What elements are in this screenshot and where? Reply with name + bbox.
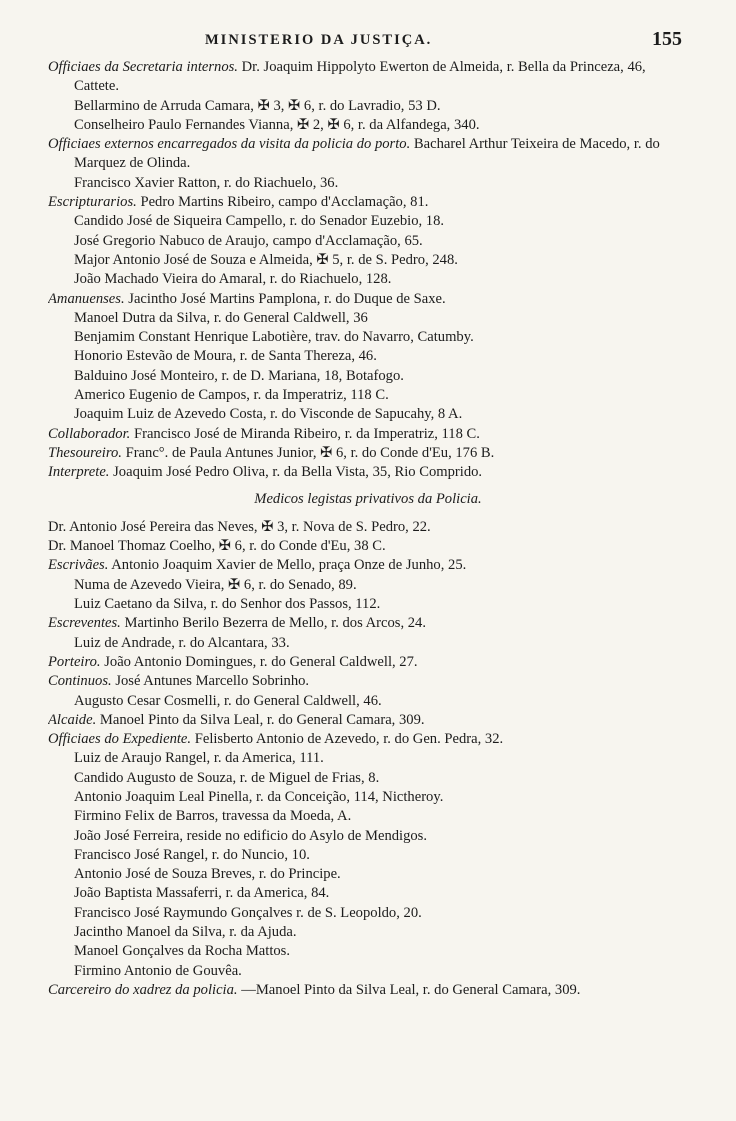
entry-text: João Antonio Domingues, r. do General Caldwell, 27. [104, 653, 418, 670]
entry-line [48, 347, 688, 366]
entry-line [48, 692, 688, 711]
entry-text: João Machado Vieira do Amaral, r. do Riachuelo, 128. [74, 271, 392, 288]
entry-text: Francisco José Raymundo Gonçalves r. de S. Leopoldo, 20. [74, 904, 422, 921]
entry-text: Jacintho José Martins Pamplona, r. do Duque de Saxe. [128, 290, 446, 307]
entry-line [48, 614, 688, 633]
entry-label: Officiaes externos encarregados da visita da policia do porto. [48, 136, 411, 153]
entry-line [48, 962, 688, 981]
entry-line [48, 116, 688, 135]
entry-label: Collaborador. [48, 425, 131, 442]
entry-text: Numa de Azevedo Vieira, ✠ 6, r. do Senado, 89. [74, 576, 357, 593]
entry-line [48, 367, 688, 386]
entry-line [48, 425, 688, 444]
entry-text: João José Ferreira, reside no edificio do Asylo de Mendigos. [74, 827, 428, 844]
entry-label: Escreventes. [48, 615, 121, 632]
running-title: MINISTERIO DA JUSTIÇA. [205, 32, 433, 48]
entry-label: Porteiro. [48, 653, 101, 670]
entry-line [48, 174, 688, 193]
entry-line [48, 556, 688, 575]
entry-text: Honorio Estevão de Moura, r. de Santa Thereza, 46. [74, 348, 377, 365]
entry-line [48, 309, 688, 328]
entry-label: Officiaes do Expediente. [48, 731, 192, 748]
entry-line [48, 444, 688, 463]
entry-line [48, 634, 688, 653]
entry-text: Felisberto Antonio de Azevedo, r. do Gen. Pedra, 32. [194, 731, 504, 748]
entry-text: Francisco José de Miranda Ribeiro, r. da Imperatriz, 118 C. [133, 425, 480, 442]
entry-line [48, 942, 688, 961]
entry-text: Americo Eugenio de Campos, r. da Imperatriz, 118 C. [74, 387, 389, 404]
entry-text: Bellarmino de Arruda Camara, ✠ 3, ✠ 6, r. do Lavradio, 53 D. [74, 97, 441, 114]
entry-line [48, 537, 688, 556]
entry-text: Conselheiro Paulo Fernandes Vianna, ✠ 2, ✠ 6, r. da Alfandega, 340. [74, 116, 480, 133]
entry-line [48, 212, 688, 231]
entry-line [48, 653, 688, 672]
entry-label: Carcereiro do xadrez da policia. [48, 981, 238, 998]
entry-line [48, 769, 688, 788]
staff-list-medicos [48, 518, 688, 1000]
entry-line [48, 981, 688, 1000]
entry-line [48, 405, 688, 424]
entry-text: —Manoel Pinto da Silva Leal, r. do General Camara, 309. [241, 981, 581, 998]
entry-text: Luiz de Andrade, r. do Alcantara, 33. [74, 634, 290, 651]
entry-text: Benjamim Constant Henrique Labotière, trav. do Navarro, Catumby. [74, 329, 474, 346]
entry-line [48, 807, 688, 826]
entry-line [48, 846, 688, 865]
entry-text: Antonio José de Souza Breves, r. do Principe. [74, 866, 341, 883]
entry-line [48, 232, 688, 251]
entry-text: Luiz Caetano da Silva, r. do Senhor dos Passos, 112. [74, 596, 381, 613]
entry-text: Dr. Manoel Thomaz Coelho, ✠ 6, r. do Conde d'Eu, 38 C. [48, 538, 386, 555]
entry-label: Interprete. [48, 464, 110, 481]
staff-list-secretaria [48, 58, 688, 483]
entry-text: Manoel Pinto da Silva Leal, r. do General Camara, 309. [99, 711, 425, 728]
entry-text: Francisco José Rangel, r. do Nuncio, 10. [74, 846, 310, 863]
entry-text: Major Antonio José de Souza e Almeida, ✠ 5, r. de S. Pedro, 248. [74, 251, 458, 268]
entry-text: Franc°. de Paula Antunes Junior, ✠ 6, r. do Conde d'Eu, 176 B. [125, 444, 495, 461]
entry-text: João Baptista Massaferri, r. da America, 84. [74, 885, 330, 902]
entry-line [48, 270, 688, 289]
entry-line [48, 135, 688, 174]
entry-line [48, 884, 688, 903]
entry-line [48, 749, 688, 768]
entry-label: Continuos. [48, 673, 112, 690]
entry-label: Officiaes da Secretaria internos. [48, 59, 238, 75]
entry-line [48, 58, 688, 97]
entry-text: Manoel Gonçalves da Rocha Mattos. [74, 943, 291, 960]
entry-line [48, 827, 688, 846]
entry-label: Amanuenses. [48, 290, 125, 307]
entry-line [48, 923, 688, 942]
entry-text: Antonio Joaquim Xavier de Mello, praça Onze de Junho, 25. [111, 557, 467, 574]
entry-line [48, 97, 688, 116]
entry-text: Francisco Xavier Ratton, r. do Riachuelo, 36. [74, 174, 339, 191]
section-title: Medicos legistas privativos da Policia. [254, 490, 482, 507]
entry-line [48, 672, 688, 691]
entry-text: Balduino José Monteiro, r. de D. Mariana, 18, Botafogo. [74, 367, 404, 384]
entry-text: Candido José de Siqueira Campello, r. do Senador Euzebio, 18. [74, 213, 445, 230]
entry-line [48, 904, 688, 923]
entry-text: Bacharel Arthur Teixeira de Macedo, r. do Marquez de Olinda. [74, 136, 660, 172]
entry-line [48, 711, 688, 730]
entry-line [48, 290, 688, 309]
entry-text: Augusto Cesar Cosmelli, r. do General Caldwell, 46. [74, 692, 382, 709]
entry-text: Candido Augusto de Souza, r. de Miguel de Frias, 8. [74, 769, 380, 786]
entry-text: Joaquim Luiz de Azevedo Costa, r. do Visconde de Sapucahy, 8 A. [74, 406, 463, 423]
entry-text: Jacintho Manoel da Silva, r. da Ajuda. [74, 924, 297, 941]
entry-line [48, 251, 688, 270]
entry-text: Joaquim José Pedro Oliva, r. da Bella Vista, 35, Rio Comprido. [113, 464, 483, 481]
entry-line [48, 865, 688, 884]
page-body [48, 58, 688, 1000]
entry-label: Escrivães. [48, 557, 109, 574]
entry-text: José Antunes Marcello Sobrinho. [115, 673, 310, 690]
entry-line [48, 576, 688, 595]
entry-line [48, 730, 688, 749]
entry-line [48, 386, 688, 405]
entry-text: Dr. Joaquim Hippolyto Ewerton de Almeida, r. Bella da Princeza, 46, Cattete. [74, 59, 646, 95]
entry-text: Antonio Joaquim Leal Pinella, r. da Conceição, 114, Nictheroy. [74, 788, 444, 805]
entry-line [48, 193, 688, 212]
entry-text: Martinho Berilo Bezerra de Mello, r. dos Arcos, 24. [124, 615, 427, 632]
entry-line [48, 595, 688, 614]
entry-line [48, 518, 688, 537]
entry-text: Manoel Dutra da Silva, r. do General Caldwell, 36 [74, 309, 368, 326]
entry-line [48, 463, 688, 482]
entry-label: Thesoureiro. [48, 444, 122, 461]
entry-text: Firmino Antonio de Gouvêa. [74, 962, 242, 979]
entry-text: José Gregorio Nabuco de Araujo, campo d'Acclamação, 65. [74, 232, 423, 249]
page-header [0, 28, 736, 58]
entry-text: Dr. Antonio José Pereira das Neves, ✠ 3, r. Nova de S. Pedro, 22. [48, 518, 431, 535]
entry-line [48, 328, 688, 347]
page-number: 155 [652, 28, 682, 50]
entry-line [48, 788, 688, 807]
entry-text: Pedro Martins Ribeiro, campo d'Acclamação, 81. [140, 194, 429, 211]
entry-label: Escripturarios. [48, 194, 137, 211]
entry-text: Firmino Felix de Barros, travessa da Moeda, A. [74, 808, 352, 825]
entry-label: Alcaide. [48, 711, 97, 728]
entry-text: Luiz de Araujo Rangel, r. da America, 111. [74, 750, 324, 767]
